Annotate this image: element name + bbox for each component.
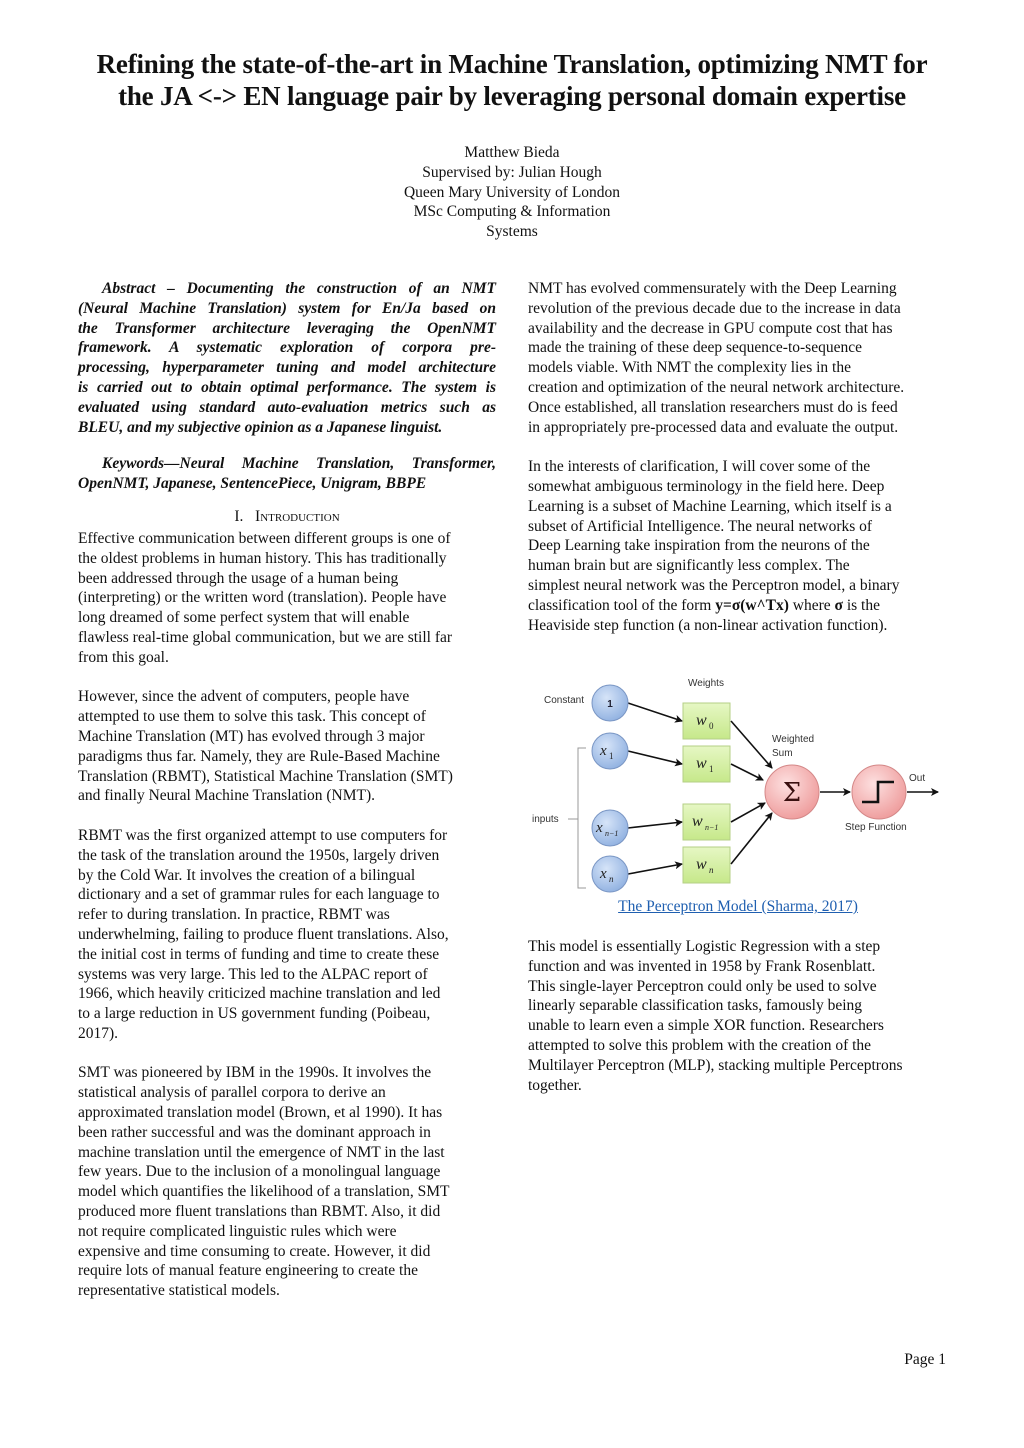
text-line: to a large reduction in US government funding (Poibeau, <box>78 1005 431 1023</box>
text-line: approximated translation model (Brown, et al 1990). It has <box>78 1104 443 1122</box>
inputs-label: inputs <box>532 814 559 825</box>
section-heading <box>78 507 496 527</box>
text-line: machine translation until the emergence of NMT in the last <box>78 1143 445 1161</box>
author-name: Matthew Bieda <box>464 144 560 161</box>
text-line: systems was very large. This led to the ALPAC report of <box>78 965 428 983</box>
text-line: not require complicated linguistic rules which were <box>78 1222 397 1240</box>
abstract-line: processing, hyperparameter tuning and model architecture <box>78 359 496 377</box>
text-line: 1966, which heavily criticized machine translation and led <box>78 985 441 1003</box>
svg-text:n: n <box>609 874 614 884</box>
text-line: However, since the advent of computers, people have <box>78 688 410 706</box>
author-block <box>300 143 724 242</box>
out-label: Out <box>909 773 926 784</box>
text-line: statistical analysis of parallel corpora to derive an <box>78 1084 386 1102</box>
text-line: creation and optimization of the neural network architecture. <box>528 378 905 396</box>
text-line: Machine Translation (MT) has evolved through 3 major <box>78 727 425 745</box>
text-fragment: where <box>788 596 835 614</box>
text-line: paradigms thus far. Namely, they are Rule-Based Machine <box>78 747 440 765</box>
text-line: dictionary and a set of grammar rules for each language to <box>78 886 440 904</box>
keywords-line: Keywords—Neural Machine Translation, Transformer, <box>102 455 496 473</box>
section-number: I. <box>234 507 244 525</box>
formula: y=σ(w^Tx) <box>715 596 789 614</box>
text-line: the task of the translation around the 1950s, largely driven <box>78 846 440 864</box>
text-line: NMT has evolved commensurately with the Deep Learning <box>528 280 897 297</box>
inputs-bracket <box>568 748 586 888</box>
text-line: models viable. With NMT the complexity lies in the <box>528 359 851 377</box>
weight-box-w0 <box>683 703 730 739</box>
title-line: Refining the state-of-the-art in Machine Translation, optimizing NMT for <box>96 49 928 79</box>
svg-text:w: w <box>692 813 703 830</box>
text-line: been rather successful and was the dominant approach in <box>78 1123 431 1141</box>
text-line: model which quantifies the likelihood of a translation, SMT <box>78 1183 450 1201</box>
text-line: Heaviside step function (a non-linear activation function). <box>528 616 888 634</box>
constant-node <box>592 685 628 721</box>
weights-label: Weights <box>688 678 724 689</box>
abstract-line: BLEU, and my subjective opinion as a Japanese linguist. <box>78 418 443 436</box>
text-line: together. <box>528 1076 582 1094</box>
text-line: 2017). <box>78 1024 119 1042</box>
text-line: flawless real-time global communication, but we are still far <box>78 628 453 646</box>
sum-node <box>765 765 819 819</box>
page-number: Page 1 <box>904 1351 946 1368</box>
svg-text:w: w <box>696 712 707 729</box>
text-line: Translation (RBMT), Statistical Machine Translation (SMT) <box>78 767 453 785</box>
text-line: representative statistical models. <box>78 1282 280 1300</box>
abstract-line: framework. A systematic exploration of corpora pre- <box>78 339 496 357</box>
keywords-line: OpenNMT, Japanese, SentencePiece, Unigram, BBPE <box>78 475 427 493</box>
text-line: expensive and time consuming to create. However, it did <box>78 1242 431 1260</box>
text-line: made the training of these deep sequence-to-sequence <box>528 339 862 357</box>
svg-text:1: 1 <box>709 764 714 774</box>
institution: Queen Mary University of London <box>403 183 621 201</box>
text-line: unable to learn even a simple XOR function. Researchers <box>528 1017 884 1035</box>
perceptron-diagram <box>528 668 948 893</box>
text-line: subset of Artificial Intelligence. The neural networks of <box>528 517 873 535</box>
text-line: revolution of the previous decade due to the increase in data <box>528 299 901 317</box>
abstract <box>78 279 496 437</box>
text-line: somewhat ambiguous terminology in the field here. Deep <box>528 477 885 495</box>
text-line <box>528 596 948 616</box>
text-line: few years. Due to the inclusion of a monolingual language <box>78 1163 441 1181</box>
abstract-line: evaluated using standard auto-evaluation metrics such as <box>78 398 496 416</box>
text-line: simplest neural network was the Perceptron model, a binary <box>528 576 900 594</box>
weight-box-wn <box>683 847 730 883</box>
text-line: from this goal. <box>78 648 169 666</box>
svg-text:1: 1 <box>609 751 614 761</box>
text-line: been addressed through the usage of a human being <box>78 569 399 587</box>
svg-text:n−1: n−1 <box>605 829 619 838</box>
text-fragment: classification tool of the form <box>528 596 716 614</box>
text-line: Effective communication between different groups is one of <box>78 529 451 547</box>
text-line: function and was invented in 1958 by Frank Rosenblatt. <box>528 957 876 975</box>
text-line: This single-layer Perceptron could only be used to solve <box>528 977 877 995</box>
text-line: by the Cold War. It involves the creation of a bilingual <box>78 866 416 884</box>
abstract-line: is carried out to obtain optimal performance. The system is <box>78 378 496 396</box>
input-node-xn <box>592 856 628 892</box>
text-line: long dreamed of some perfect system that will enable <box>78 609 410 627</box>
paragraph <box>528 279 948 437</box>
svg-text:1: 1 <box>607 699 613 710</box>
step-function-node <box>852 765 906 819</box>
svg-text:n: n <box>709 865 714 875</box>
text-line: and finally Neural Machine Translation (NMT). <box>78 787 376 805</box>
svg-text:n−1: n−1 <box>705 823 719 832</box>
supervisor: Supervised by: Julian Hough <box>422 163 602 181</box>
text-line: the oldest problems in human history. This has traditionally <box>78 549 447 567</box>
text-line: (interpreting) or the written word (translation). People have <box>78 589 447 607</box>
program: MSc Computing & Information <box>413 203 611 221</box>
left-column <box>78 279 496 1301</box>
paragraph <box>78 1063 496 1301</box>
text-line: human brain but are significantly less complex. The <box>528 557 850 575</box>
paragraph <box>78 529 496 668</box>
weight-box-wn-1 <box>683 804 730 840</box>
text-line: Deep Learning take inspiration from the neurons of the <box>528 537 870 555</box>
text-line: In the interests of clarification, I will cover some of the <box>528 458 871 476</box>
sigma-symbol: σ <box>834 596 843 614</box>
text-line: linearly separable classification tasks, famously being <box>528 997 863 1015</box>
title-line: the JA <-> EN language pair by leveraging personal domain expertise <box>118 81 906 111</box>
text-line: the initial cost in terms of funding and time to create these <box>78 945 440 963</box>
svg-text:0: 0 <box>709 721 714 731</box>
section-title: Introduction <box>255 507 340 525</box>
text-line: Multilayer Perceptron (MLP), stacking multiple Perceptrons <box>528 1056 903 1074</box>
abstract-line: Abstract – Documenting the construction of an NMT <box>102 280 496 297</box>
text-fragment: is the <box>842 596 880 614</box>
text-line: SMT was pioneered by IBM in the 1990s. It involves the <box>78 1064 432 1082</box>
abstract-line: (Neural Machine Translation) system for En/Ja based on <box>78 299 496 317</box>
svg-text:w: w <box>696 856 707 873</box>
paragraph <box>78 687 496 806</box>
text-line: produced more fluent translations than RBMT. Also, it did <box>78 1203 441 1221</box>
text-line: underwhelming, failing to produce fluent translations. Also, <box>78 925 449 943</box>
paragraph <box>528 457 948 635</box>
paragraph <box>528 937 948 1095</box>
sigma-icon: Σ <box>782 778 802 808</box>
paragraph <box>78 826 496 1044</box>
text-line: RBMT was the first organized attempt to use computers for <box>78 826 448 844</box>
keywords <box>78 454 496 494</box>
text-line: Once established, all translation researchers must do is feed <box>528 398 898 416</box>
svg-text:x: x <box>600 866 607 882</box>
right-column-lower <box>528 937 948 1095</box>
input-node-x1 <box>592 733 628 769</box>
input-node-xn-1 <box>592 810 628 846</box>
paper-title <box>60 48 964 112</box>
text-line: availability and the decrease in GPU compute cost that has <box>528 319 893 337</box>
weight-box-w1 <box>683 746 730 782</box>
text-line: in appropriately pre-processed data and evaluate the output. <box>528 418 899 436</box>
text-line: This model is essentially Logistic Regression with a step <box>528 938 881 955</box>
svg-text:w: w <box>696 755 707 772</box>
right-column <box>528 279 948 635</box>
svg-text:x: x <box>596 820 603 836</box>
figure-caption-link[interactable]: The Perceptron Model (Sharma, 2017) <box>618 898 858 915</box>
text-line: Learning is a subset of Machine Learning, which itself is a <box>528 497 892 515</box>
text-line: attempted to use them to solve this task. This concept of <box>78 708 426 726</box>
weighted-sum-label: Sum <box>772 748 793 759</box>
step-function-label: Step Function <box>845 822 907 833</box>
text-line: attempted to solve this problem with the creation of the <box>528 1036 872 1054</box>
constant-label: Constant <box>544 695 585 706</box>
text-line: refer to during translation. In practice, RBMT was <box>78 906 390 924</box>
text-line: require lots of manual feature engineering to create the <box>78 1262 418 1280</box>
abstract-line: the Transformer architecture leveraging the OpenNMT <box>78 319 496 337</box>
program: Systems <box>486 223 538 241</box>
weighted-sum-label: Weighted <box>772 734 815 745</box>
svg-text:x: x <box>600 743 607 759</box>
